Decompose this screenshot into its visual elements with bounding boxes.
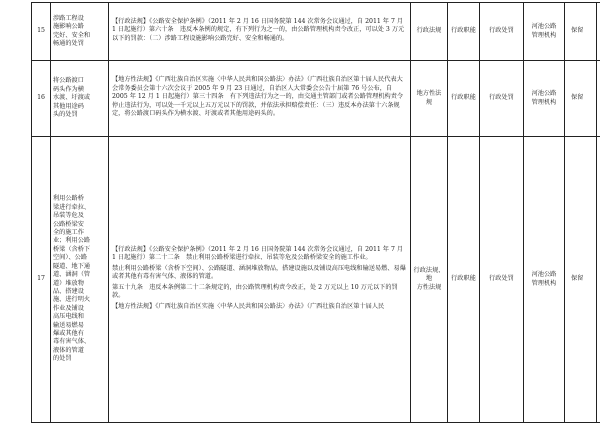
- duty-type: 行政职能: [448, 3, 480, 61]
- legal-basis-paragraph: 禁止利用公路桥梁（含桥下空间）、公路隧道、涵洞堆放物品，搭建设施以及铺设高压电线和输送易燃、易爆或者其他有毒有害气体、液体的管道。: [112, 264, 406, 281]
- table-row: [32, 61, 600, 137]
- item-name-cell: [51, 61, 109, 137]
- legal-basis-cell: [109, 3, 411, 61]
- status: 保留: [565, 61, 597, 137]
- law-type: 地方性法 规: [411, 61, 448, 137]
- item-name-cell: [51, 3, 109, 61]
- row-number: 17: [32, 137, 51, 423]
- table-body: [32, 3, 600, 423]
- status: 保留: [565, 3, 597, 61]
- legal-basis-paragraph: 【地方性法规】《广西壮族自治区实施〈中华人民共和国公路法〉办法》（广西壮族自治区第十届人民代表大会常务委员会第十六次会议于 2005 年 9 月 23 日通过，自治区人大常委会公告十届第 76 号公布，自 2005 年 12 月 1 日起施行）第三十四条 有下列违法行为之一的，由交通主管部门或者公路管理机构责令停止违法行为，可以处一千元以上五万元以下的罚款，并依法承担赔偿责任：（三）违反本办法第十六条规定，将公路渡口码头作为横水渡、圩渡或者其他用途码头的。: [112, 76, 404, 118]
- remarks: [597, 137, 600, 423]
- item-name: 将公路渡口 码头作为横 水渡、圩渡或 其他用途码 头的处罚: [53, 77, 91, 119]
- power-category: 行政处罚: [480, 3, 524, 61]
- agency: 河池公路 管理机构: [524, 3, 565, 61]
- duty-type: 行政职能: [448, 61, 480, 137]
- item-name-cell: [51, 137, 109, 423]
- status: 保留: [565, 137, 597, 423]
- agency: 河池公路 管理机构: [524, 137, 565, 423]
- item-name: 利用公路桥 梁进行牵拉、 吊装等危及 公路桥梁安 全的施工作 业；利用公路 桥梁（含桥下 空间）、公路 隧道、地下通 道、涵洞（管 道）堆放物 品、搭建设 施、进行明火 作业及铺设 高压电线和 输送易燃易 爆或其他有 毒有害气体、 液体的管道 的处罚: [53, 195, 91, 363]
- law-type: 行政法规: [411, 3, 448, 61]
- legal-basis-paragraph: 【行政法规】《公路安全保护条例》（2011 年 2 月 16 日国务院第 144 次常务会议通过，自 2011 年 7 月 1 日起施行）第六十条 违反本条例的规定，有下列行为之一的，由公路管理机构责令改正，可以处 3 万元以下的罚款：（二）涉路工程设施影响公路完好、安全和畅通的。: [112, 17, 405, 42]
- law-type: 行政法规、地 方性法规: [411, 137, 448, 423]
- agency: 河池公路 管理机构: [524, 61, 565, 137]
- remarks: [597, 3, 600, 61]
- power-category: 行政处罚: [480, 137, 524, 423]
- legal-basis-cell: [109, 61, 411, 137]
- table-row: [32, 3, 600, 61]
- legal-basis-paragraph: 第五十九条 违反本条例第二十二条规定的，由公路管理机构责令改正，处 2 万元以上 10 万元以下的罚款。: [112, 283, 398, 300]
- power-category: 行政处罚: [480, 61, 524, 137]
- table-row: [32, 137, 600, 423]
- legal-basis-cell: [109, 137, 411, 423]
- row-number: 15: [32, 3, 51, 61]
- legal-basis-paragraph: 【地方性法规】《广西壮族自治区实施〈中华人民共和国公路法〉办法》（广西壮族自治区第十届人民: [112, 302, 385, 310]
- remarks: [597, 61, 600, 137]
- powers-table: [31, 2, 600, 423]
- duty-type: 行政职能: [448, 137, 480, 423]
- legal-basis-paragraph: 【行政法规】《公路安全保护条例》（2011 年 2 月 16 日国务院第 144 次常务会议通过，自 2011 年 7 月 1 日起施行）第二十二条 禁止利用公路桥梁进行牵拉、吊装等危及公路桥梁安全的施工作业。: [112, 246, 404, 262]
- item-name: 涉路工程设 施影响公路 完好、安全和 畅通的处罚: [53, 14, 91, 47]
- row-number: 16: [32, 61, 51, 137]
